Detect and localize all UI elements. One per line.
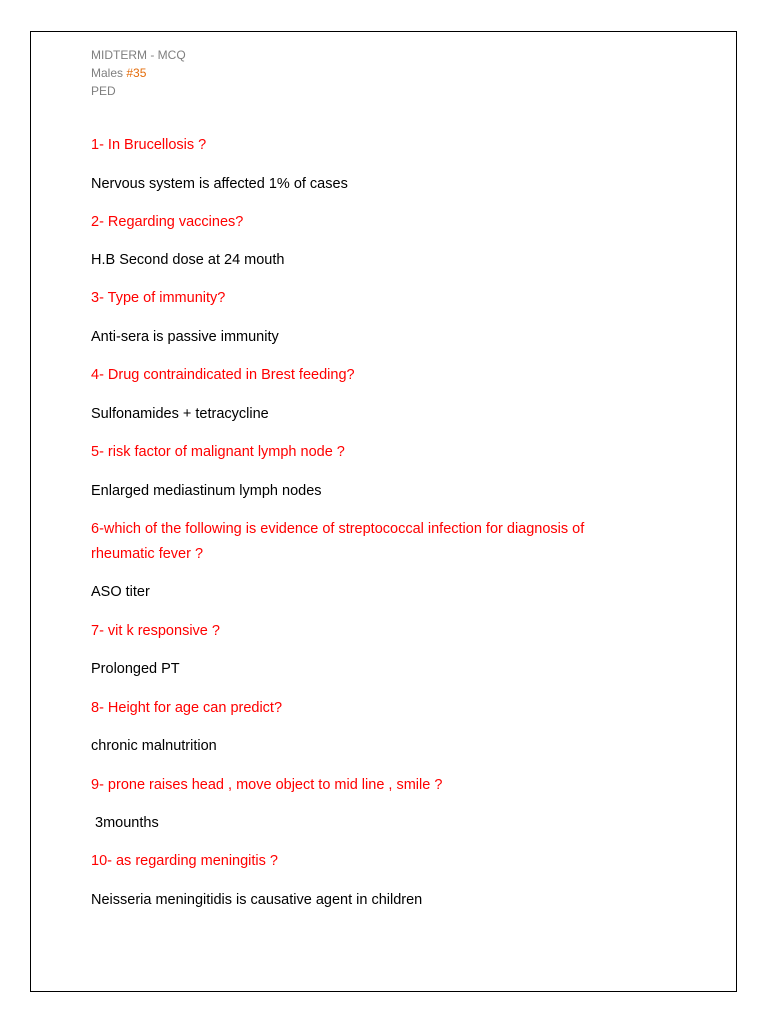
question-6-line-1: 6-which of the following is evidence of streptococcal infection for diagnosis of [91, 521, 585, 537]
header-subtitle-number: #35 [126, 66, 147, 80]
question-10: 10- as regarding meningitis ? [91, 853, 278, 869]
answer-1: Nervous system is affected 1% of cases [91, 176, 348, 192]
answer-3: Anti-sera is passive immunity [91, 329, 279, 345]
document-header [91, 46, 186, 100]
document-page [30, 31, 737, 992]
answer-2: H.B Second dose at 24 mouth [91, 252, 285, 268]
question-7: 7- vit k responsive ? [91, 623, 220, 639]
question-2: 2- Regarding vaccines? [91, 214, 244, 230]
header-title: MIDTERM - MCQ [91, 48, 186, 62]
question-3: 3- Type of immunity? [91, 290, 226, 306]
question-8: 8- Height for age can predict? [91, 700, 283, 716]
question-1: 1- In Brucellosis ? [91, 137, 207, 153]
question-6-line-2: rheumatic fever ? [91, 546, 204, 562]
answer-6: ASO titer [91, 584, 150, 600]
answer-4: Sulfonamides + tetracycline [91, 406, 269, 422]
question-5: 5- risk factor of malignant lymph node ? [91, 444, 345, 460]
header-subject: PED [91, 84, 116, 98]
answer-5: Enlarged mediastinum lymph nodes [91, 483, 322, 499]
answer-8: chronic malnutrition [91, 738, 217, 754]
question-4: 4- Drug contraindicated in Brest feeding? [91, 367, 355, 383]
answer-9: 3mounths [91, 815, 159, 831]
header-subtitle [91, 64, 186, 82]
question-9: 9- prone raises head , move object to mid line , smile ? [91, 777, 443, 793]
answer-7: Prolonged PT [91, 661, 180, 677]
header-subtitle-prefix: Males [91, 66, 127, 80]
answer-10: Neisseria meningitidis is causative agent in children [91, 892, 423, 908]
